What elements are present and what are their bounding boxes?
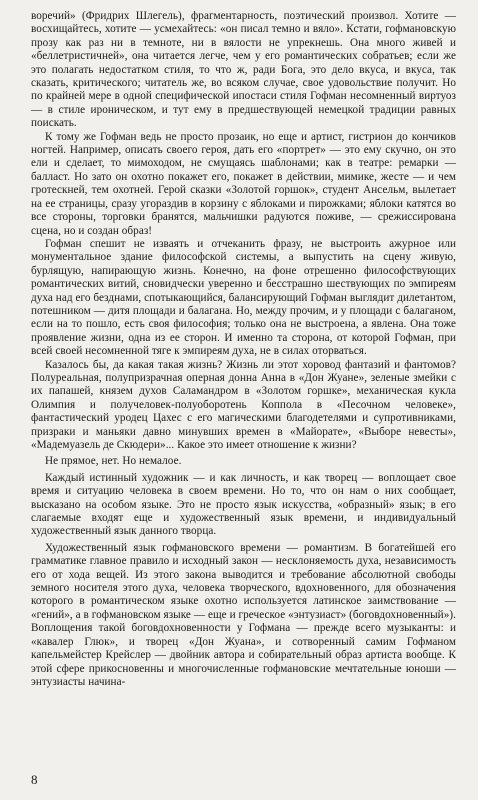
paragraph-2: К тому же Гофман ведь не просто прозаик, но еще и артист, гистрион до кончиков ногтей. Например, описать своего героя, дать его «портрет» — это ему скучно, он это ели и сделает, то мимоходом, не смущаясь шаблонами; как в театре: ремарки — балласт. Но зато он охотно покажет его, покажет в действии, мимике, жесте — и чем гротескней, тем охотней. Герой сказки «Золотой горшок», студент Ансельм, вылетает на ее страницы, сразу угораздив в корзину с яблоками и пирожками; яблоки катятся во все стороны, торговки бранятся, мальчишки радуются поживе, — срежиссирована сцена, но и создан образ! xyxy=(31,130,456,237)
paragraph-3: Гофман спешит не изваять и отчеканить фразу, не выстроить ажурное или монументальное здание философской системы, а выпустить на сцену живую, бурлящую, напирающую жизнь. Конечно, на фоне отрешенно философствующих романтических витий, сновидчески уверенно и бесстрашно шествующих по эмпиреям духа над его безднами, спотыкающийся, балансирующий Гофман выглядит дилетантом, потешником — дитя площади и балагана. Но, между прочим, и у площади с балаганом, если на то пошло, есть своя философия; только она не выстроена, а явлена. Она тоже проявление жизни, одна из ее сторон. И именно та сторона, от которой Гофман, при всей своей несомненной тяге к эмпиреям духа, не в силах оторваться. xyxy=(31,237,456,358)
paragraph-4: Казалось бы, да какая такая жизнь? Жизнь ли этот хоровод фантазий и фантомов? Полуреальная, полупризрачная оперная донна Анна в «Дон Жуане», зеленые змейки с их папашей, князем духов Саламандром в «Золотом горшке», механическая кукла Олимпия и получеловек-полуоборотень Коппола в «Песочном человеке», фантастический уродец Цахес с его магическими благодетелями и супротивниками, призраки и маньяки давно минувших времен в «Майорате», «Выборе невесты», «Мадемуазель де Скюдери»... Какое это имеет отношение к жизни? xyxy=(31,358,456,451)
page-number: 8 xyxy=(31,772,38,787)
paragraph-1: воречий» (Фридрих Шлегель), фрагментарность, поэтический произвол. Хотите — восхищайтесь, хотите — усмехайтесь: «он писал темно и вяло». Кстати, гофмановскую прозу как раз ни в темноте, ни в вялости не упрекнешь. Она много живей и «беллетристичней», она читается легче, чем у его романтических собратьев; если же это полагать недостатком стиля, то что ж, ради Бога, это дело вкуса, и вкуса, так сказать, критического; читатель же, во всяком случае, свое удовольствие получит. Но по крайней мере в одной специфической ипостаси стиля Гофман несомненный виртуоз — в стиле ироническом, и тут ему в предшествующей немецкой традиции равных поискать. xyxy=(31,10,456,130)
paragraph-5: Не прямое, нет. Но немалое. xyxy=(45,455,182,468)
paragraph-6: Каждый истинный художник — и как личность, и как творец — воплощает свое время и ситуацию человека в своем времени. Но то, что он нам о них сообщает, высказано на особом языке. Это не просто язык искусства, «образный» язык; в его слагаемые входят еще и художественный язык времени, и индивидуальный художественный язык данного творца. xyxy=(31,471,456,538)
paragraph-7: Художественный язык гофмановского времени — романтизм. В богатейшей его грамматике главное правило и исходный закон — несклоняемость духа, независимость его от хода вещей. Из этого закона выводится и требование абсолютной свободы земного носителя этого духа, человека творческого, вдохновенного, для обозначения которого в романтическом языке охотно используется латинское заимствование — «гений», а в гофмановском языке — еще и греческое «энтузиаст» (боговдохновенный»). Воплощения такой боговдохновенности у Гофмана — прежде всего музыканты: и «кавалер Глюк», и творец «Дон Жуана», и сотворенный самим Гофманом капельмейстер Крейслер — двойник автора и собирательный образ артиста вообще. К этой сфере прикосновенны и многочисленные гофмановские мечтательные юноши — энтузиасты начина- xyxy=(31,541,456,688)
